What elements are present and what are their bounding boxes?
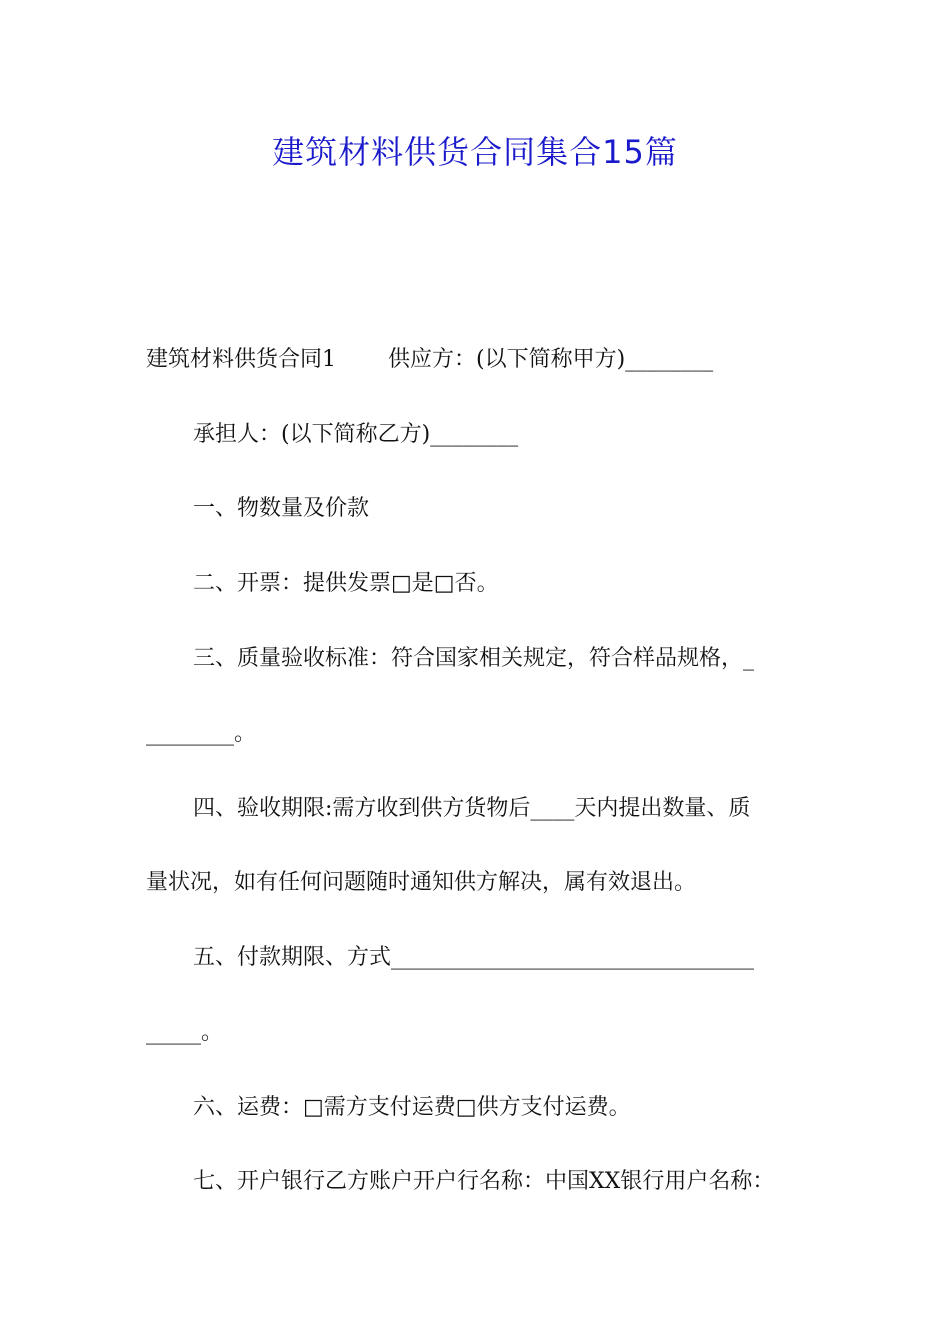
- clause-5: 五、付款期限、方式_________________________________: [193, 945, 755, 970]
- supplier-line: 供应方：(以下简称甲方)________: [388, 347, 714, 372]
- clause-6: 六、运费：□需方支付运费□供方支付运费。: [193, 1095, 631, 1120]
- clause-5-continued: _____。: [146, 1020, 224, 1045]
- document-title: 建筑材料供货合同集合15篇: [272, 133, 678, 171]
- clause-1: 一、物数量及价款: [193, 496, 370, 521]
- clause-3: 三、质量验收标准：符合国家相关规定，符合样品规格，_: [193, 646, 755, 671]
- clause-7: 七、开户银行乙方账户开户行名称：中国XX银行用户名称：: [193, 1169, 775, 1194]
- clause-3-continued: ________。: [146, 721, 257, 746]
- clause-4: 四、验收期限:需方收到供方货物后____天内提出数量、质: [193, 796, 751, 821]
- clause-2: 二、开票：提供发票□是□否。: [193, 571, 499, 596]
- contract-heading: 建筑材料供货合同1: [146, 347, 336, 372]
- undertaker-line: 承担人：(以下简称乙方)________: [193, 422, 519, 447]
- clause-4-continued: 量状况，如有任何问题随时通知供方解决，属有效退出。: [146, 870, 697, 895]
- contract-heading-line: [146, 345, 713, 375]
